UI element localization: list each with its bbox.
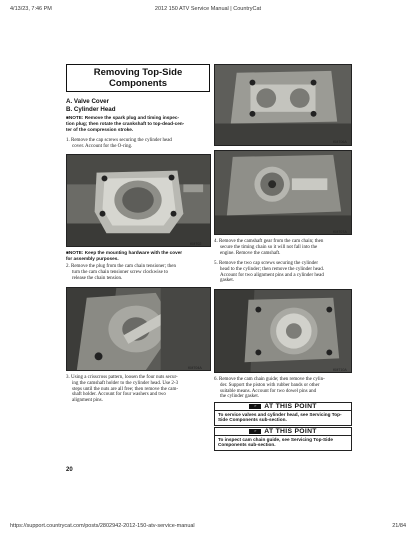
- step-2-text: 2. Remove the plug from the cam chain tensioner; then turn the cam chain tensioner screw clockwise to release the chain tension.: [66, 264, 176, 281]
- figure-camshaft-gear-photo: [214, 150, 352, 235]
- figure-cylinder-photo: [214, 289, 352, 373]
- print-footer: [10, 523, 406, 533]
- at-this-point-box-2: [214, 427, 352, 451]
- step-4-text: 4. Remove the camshaft gear from the cam chain; then secure the timing chain so it will not fall into the engine. Remove the camshaft.: [214, 239, 324, 256]
- section-heading-cylinder-head: B. Cylinder Head: [66, 106, 116, 113]
- figure-4-caption: KM707A: [333, 230, 347, 234]
- print-datetime: 4/13/23, 7:46 PM: [10, 6, 52, 12]
- step-1-text: 1. Remove the cap screws securing the cylinder head cover. Account for the O-ring.: [66, 138, 172, 149]
- print-header: [10, 6, 406, 16]
- at-this-point-text-2: To inspect cam chain guide, see Servicing Top-Side Components sub-section.: [218, 436, 333, 448]
- pointing-hand-icon: ☞: [249, 404, 261, 409]
- note-mounting-hardware: ■NOTE: Keep the mounting hardware with the cover for assembly purposes.: [66, 250, 183, 261]
- figure-3-caption: KM706A: [333, 140, 347, 144]
- at-this-point-header: ☞ AT THIS POINT: [215, 403, 351, 411]
- print-page-count: 21/84: [392, 523, 406, 529]
- step-5-text: 5. Remove the two cap screws securing the cylinder head to the cylinder; then remove the cylinder head. Account for two alignment pins and a cylinder head gasket.: [214, 261, 324, 284]
- page-number: 20: [66, 467, 73, 473]
- at-this-point-box-1: [214, 402, 352, 426]
- note-spark-plug: ■NOTE: Remove the spark plug and timing inspec- tion plug; then rotate the crankshaft to top-dead-cen- ter of the compression stroke.: [66, 115, 185, 132]
- figure-valve-cover-photo: [66, 154, 211, 247]
- figure-1-caption: KM702: [190, 242, 202, 246]
- figure-2-caption: KM704A: [188, 366, 202, 370]
- figure-cam-chain-tensioner-photo: [66, 287, 211, 371]
- figure-5-caption: KM710A: [333, 368, 347, 372]
- step-6-text: 6. Remove the cam chain guide; then remove the cylin- der. Support the piston with rubber bands or other suitable means. Account for two dowel pins and the cylinder gasket.: [214, 377, 325, 400]
- figure-camshaft-holder-photo: [214, 64, 352, 146]
- step-3-text: 3. Using a crisscross pattern, loosen the four nuts secur- ing the camshaft holder to the cylinder head. Use 2-3 steps until the nuts are all free; then remove the cam- shaft holder. Account for four washers and two alignment pins.: [66, 375, 179, 404]
- print-url[interactable]: https://support.countrycat.com/posts/2802942-2012-150-atv-service-manual: [10, 523, 195, 529]
- at-this-point-text-1: To service valves and cylinder head, see Servicing Top- Side Components sub-section.: [218, 411, 342, 423]
- page-title-box: [66, 64, 210, 92]
- pointing-hand-icon: ☞: [249, 429, 261, 434]
- page-title: Removing Top-Side Components: [93, 67, 183, 89]
- at-this-point-header: ☞ AT THIS POINT: [215, 428, 351, 436]
- print-tab-title: 2012 150 ATV Service Manual | CountryCat: [154, 6, 262, 12]
- section-heading-valve-cover: A. Valve Cover: [66, 98, 109, 105]
